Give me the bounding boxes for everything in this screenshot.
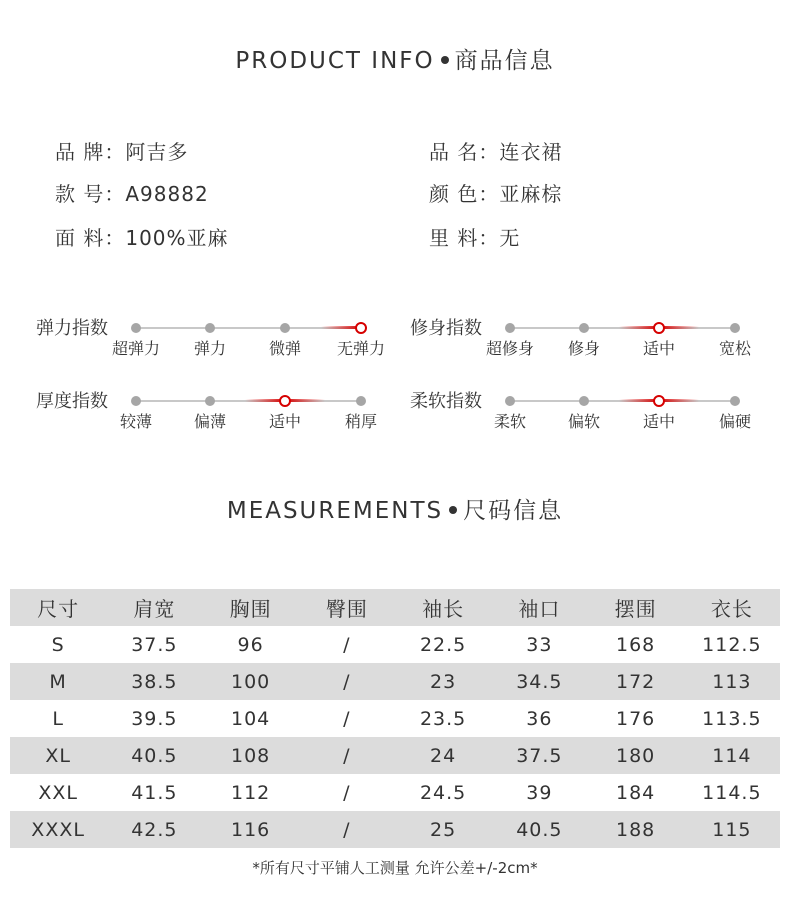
index-option: 较薄 [119, 412, 153, 431]
index-option: 适中 [642, 412, 676, 431]
info-color [429, 178, 562, 207]
table-cell: / [343, 670, 351, 693]
table-cell: 172 [615, 670, 656, 693]
selected-marker-icon [279, 395, 291, 407]
table-cell: 100 [230, 670, 271, 693]
size-table [10, 589, 780, 848]
scale-dot-icon [579, 396, 589, 406]
measurement-note: *所有尺寸平铺人工测量 允许公差+/-2cm* [252, 859, 538, 877]
table-cell: 176 [615, 707, 656, 730]
measurements-title-cn: 尺码信息 [463, 498, 564, 524]
scale-dot-icon [356, 396, 366, 406]
product-info-title [0, 42, 790, 75]
scale-dot-icon [131, 323, 141, 333]
scale-dot-icon [730, 396, 740, 406]
index-option: 稍厚 [344, 412, 378, 431]
scale-dot-icon [205, 396, 215, 406]
table-cell: 40.5 [131, 744, 178, 767]
info-key: 款 号： [55, 182, 126, 206]
table-cell: 24.5 [419, 781, 467, 804]
index-option: 柔软 [493, 412, 527, 431]
elasticity-index [36, 314, 396, 364]
table-cell: XXL [38, 781, 78, 804]
header-bust: 胸围 [229, 597, 272, 621]
table-cell: / [343, 633, 351, 656]
header-hem: 摆围 [614, 597, 657, 621]
index-option: 宽松 [718, 339, 752, 358]
table-cell: 34.5 [516, 670, 563, 693]
index-option: 偏薄 [193, 412, 227, 431]
info-value: 100%亚麻 [125, 226, 229, 250]
scale-dot-icon [505, 396, 515, 406]
table-row [10, 663, 780, 700]
index-option: 无弹力 [336, 339, 386, 358]
table-cell: 40.5 [516, 818, 563, 841]
table-cell: 39.5 [131, 707, 178, 730]
info-key: 品 牌： [55, 140, 126, 164]
thickness-index [36, 387, 396, 437]
table-cell: 112.5 [702, 633, 762, 656]
scale-dot-icon [131, 396, 141, 406]
table-row [10, 811, 780, 848]
header-shoulder: 肩宽 [133, 597, 176, 621]
table-cell: / [343, 744, 351, 767]
index-label: 修身指数 [410, 318, 482, 339]
index-label: 弹力指数 [36, 318, 108, 339]
table-cell: 168 [615, 633, 656, 656]
table-row [10, 737, 780, 774]
table-cell: L [52, 707, 64, 730]
index-option: 超弹力 [111, 339, 161, 358]
index-option: 弹力 [193, 339, 227, 358]
header-cuff: 袖口 [518, 597, 561, 621]
table-cell: 37.5 [516, 744, 563, 767]
index-option: 偏硬 [718, 412, 752, 431]
scale-dot-icon [280, 323, 290, 333]
selected-marker-icon [653, 395, 665, 407]
index-label: 厚度指数 [36, 391, 108, 412]
table-cell: 23 [430, 670, 457, 693]
table-cell: 112 [230, 781, 271, 804]
table-cell: 108 [230, 744, 271, 767]
table-cell: 24 [430, 744, 457, 767]
table-cell: 115 [712, 818, 752, 841]
scale-dot-icon [205, 323, 215, 333]
table-cell: XL [45, 744, 71, 767]
product-info-title-cn: 商品信息 [454, 48, 555, 74]
table-cell: 22.5 [419, 633, 467, 656]
info-product-name [429, 136, 562, 165]
selected-marker-icon [653, 322, 665, 334]
table-cell: M [49, 670, 67, 693]
table-row [10, 626, 780, 663]
table-cell: 42.5 [131, 818, 178, 841]
info-key: 里 料： [429, 226, 500, 250]
table-cell: 113.5 [702, 707, 762, 730]
header-size: 尺寸 [37, 597, 80, 621]
bullet-dot-icon [441, 56, 449, 64]
info-value: 无 [499, 226, 521, 250]
info-value: 阿吉多 [125, 140, 189, 164]
scale-dot-icon [579, 323, 589, 333]
info-brand [55, 136, 188, 165]
index-option: 微弹 [268, 339, 302, 358]
table-cell: 96 [237, 633, 264, 656]
info-value: A98882 [125, 182, 209, 206]
index-option: 超修身 [485, 339, 535, 358]
table-cell: 36 [526, 707, 553, 730]
table-row [10, 774, 780, 811]
info-key: 品 名： [429, 140, 500, 164]
table-cell: 180 [615, 744, 656, 767]
table-cell: 184 [615, 781, 656, 804]
index-option: 适中 [642, 339, 676, 358]
table-cell: XXXL [31, 818, 85, 841]
table-cell: / [343, 781, 351, 804]
table-cell: 116 [230, 818, 271, 841]
fit-index [410, 314, 770, 364]
scale-dot-icon [505, 323, 515, 333]
table-cell: 39 [526, 781, 553, 804]
measurements-title [0, 492, 790, 525]
table-cell: / [343, 818, 351, 841]
table-cell: 41.5 [131, 781, 178, 804]
info-lining [429, 222, 520, 251]
info-value: 亚麻棕 [499, 182, 563, 206]
table-cell: S [51, 633, 65, 656]
header-length: 衣长 [710, 597, 753, 621]
info-key: 颜 色： [429, 182, 500, 206]
index-option: 偏软 [567, 412, 601, 431]
table-cell: 38.5 [131, 670, 178, 693]
table-cell: / [343, 707, 351, 730]
header-sleeve-length: 袖长 [422, 597, 465, 621]
info-value: 连衣裙 [499, 140, 563, 164]
info-style-no [55, 178, 209, 207]
info-fabric [55, 222, 229, 251]
table-cell: 104 [230, 707, 271, 730]
index-label: 柔软指数 [410, 391, 482, 412]
info-key: 面 料： [55, 226, 126, 250]
table-cell: 188 [615, 818, 656, 841]
index-option: 修身 [567, 339, 601, 358]
softness-index [410, 387, 770, 437]
table-cell: 33 [526, 633, 553, 656]
scale-dot-icon [730, 323, 740, 333]
index-option: 适中 [268, 412, 302, 431]
table-cell: 113 [712, 670, 752, 693]
size-table-header [10, 589, 780, 626]
header-hip: 臀围 [325, 597, 368, 621]
table-row [10, 700, 780, 737]
table-cell: 114 [712, 744, 752, 767]
table-cell: 25 [430, 818, 457, 841]
selected-marker-icon [355, 322, 367, 334]
product-info-title-en: PRODUCT INFO [235, 48, 435, 74]
table-cell: 114.5 [702, 781, 762, 804]
measurements-title-en: MEASUREMENTS [226, 498, 444, 524]
table-cell: 23.5 [419, 707, 467, 730]
bullet-dot-icon [449, 506, 457, 514]
table-cell: 37.5 [131, 633, 178, 656]
